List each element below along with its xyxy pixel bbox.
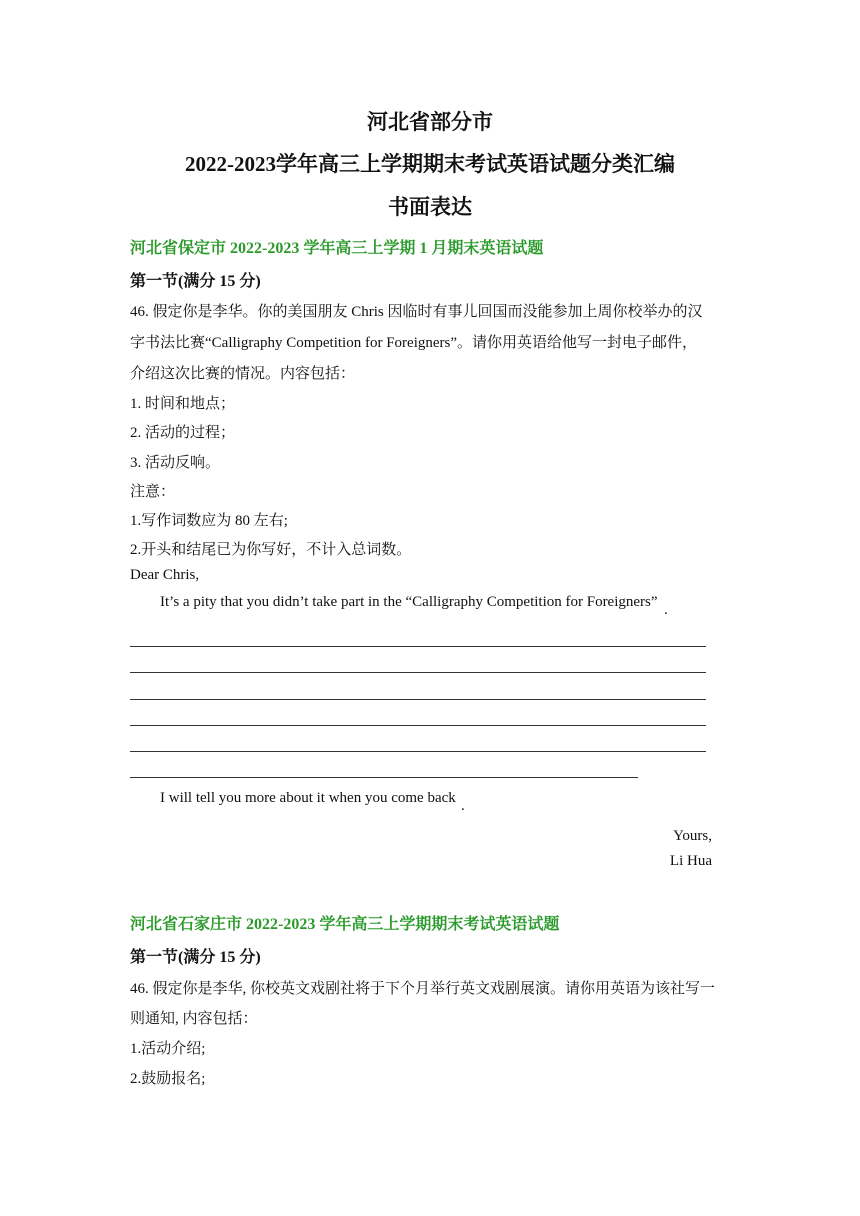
section1-item-2: 2. 活动的过程； [130, 425, 236, 441]
section1-source-heading: 河北省保定市 2022-2023 学年高三上学期 1 月期末英语试题 [130, 240, 544, 257]
letter-closing-period: . [461, 798, 465, 814]
section1-item-1: 1. 时间和地点； [130, 396, 236, 412]
section1-part-heading: 第一节(满分 15 分) [130, 273, 261, 290]
section2-source-heading: 河北省石家庄市 2022-2023 学年高三上学期期末考试英语试题 [130, 916, 560, 933]
answer-line [130, 646, 706, 647]
answer-line [130, 725, 706, 726]
section1-note-1: 1.写作词数应为 80 左右; [130, 513, 288, 529]
section2-part-heading: 第一节(满分 15 分) [130, 949, 261, 966]
letter-closing: I will tell you more about it when you come back [160, 790, 456, 806]
doc-title-region: 河北省部分市 [367, 110, 493, 134]
answer-line [130, 751, 706, 752]
letter-opening-period: . [664, 602, 668, 618]
section2-item-1: 1.活动介绍; [130, 1041, 206, 1057]
doc-title-main: 2022-2023学年高三上学期期末考试英语试题分类汇编 [185, 152, 675, 176]
answer-line [130, 777, 638, 778]
section1-note-label: 注意： [130, 484, 176, 500]
section1-question-line2: 字书法比赛“Calligraphy Competition for Foreigners”。请你用英语给他写一封电子邮件， [130, 335, 698, 351]
section2-item-2: 2.鼓励报名; [130, 1071, 206, 1087]
answer-line [130, 699, 706, 700]
section1-note-2: 2.开头和结尾已为你写好，不计入总词数。 [130, 542, 412, 558]
letter-signoff: Yours, [673, 828, 712, 844]
answer-line [130, 672, 706, 673]
section2-question-line1: 46. 假定你是李华, 你校英文戏剧社将于下个月举行英文戏剧展演。请你用英语为该社写一 [130, 981, 716, 997]
section2-question-line2: 则通知, 内容包括： [130, 1011, 258, 1027]
letter-opening: It’s a pity that you didn’t take part in the “Calligraphy Competition for Foreigners” [160, 594, 658, 610]
letter-greeting: Dear Chris, [130, 567, 200, 583]
section1-question-line1: 46. 假定你是李华。你的美国朋友 Chris 因临时有事儿回国而没能参加上周你校举办的汉 [130, 304, 703, 320]
section1-question-line3: 介绍这次比赛的情况。内容包括： [130, 366, 356, 382]
section1-item-3: 3. 活动反响。 [130, 455, 221, 471]
letter-signature: Li Hua [669, 853, 712, 869]
doc-title-topic: 书面表达 [388, 195, 472, 219]
